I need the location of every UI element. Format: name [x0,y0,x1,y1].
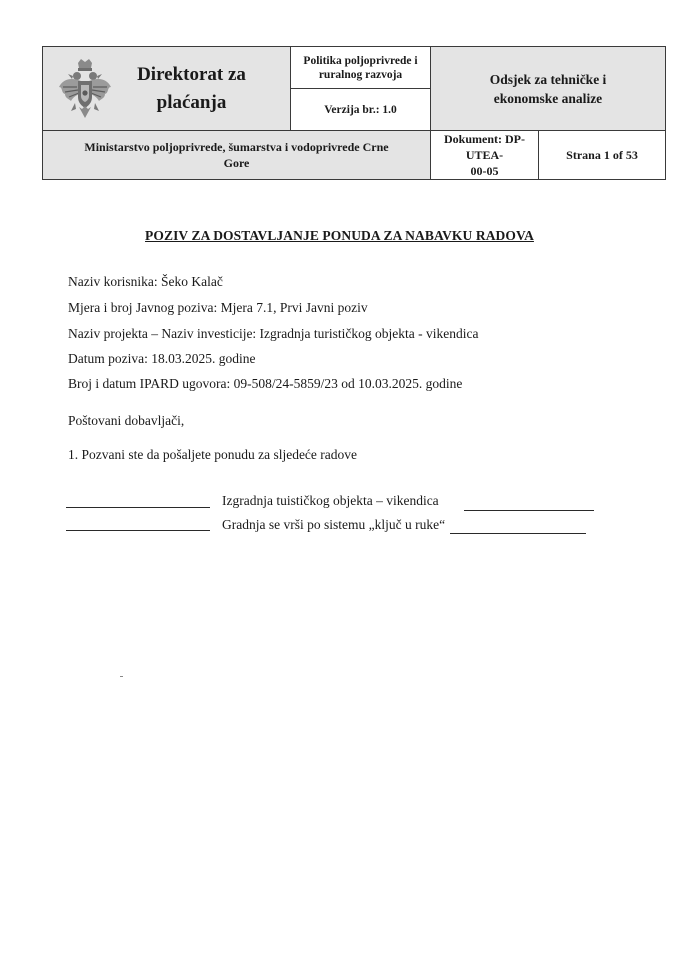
policy-line2: ruralnog razvoja [318,68,403,81]
directorate-name-line1: Direktorat za [137,63,246,85]
blank-line-left-1 [66,507,210,508]
scan-speck [120,676,123,677]
field-project: Naziv projekta – Naziv investicije: Izgradnja turističkog objekta - vikendica [68,326,479,341]
directorate-cell [43,47,291,131]
ministry-cell [43,131,431,180]
invitation-item-1: 1. Pozvani ste da pošaljete ponudu za sljedeće radove [68,447,358,462]
document-title: POZIV ZA DOSTAVLJANJE PONUDA ZA NABAVKU RADOVA [145,228,534,243]
ministry-line2: Gore [223,156,250,170]
directorate-name-line2: plaćanja [156,91,227,113]
department-line1: Odsjek za tehničke i [489,71,607,87]
field-contract: Broj i datum IPARD ugovora: 09-508/24-5859/23 od 10.03.2025. godine [68,376,463,391]
version-label: Verzija br.: 1.0 [324,103,397,116]
document-code-line2: 00-05 [470,164,499,178]
document-code-cell [431,131,539,180]
version-cell [291,89,431,131]
page-number-cell [539,131,666,180]
policy-cell [291,47,431,89]
ministry-line1: Ministarstvo poljoprivrede, šumarstva i vodoprivrede Crne [84,140,389,154]
directorate-name [113,61,290,117]
montenegro-coat-of-arms-icon [57,57,113,121]
document-code-line1: Dokument: DP-UTEA- [444,132,525,162]
field-date: Datum poziva: 18.03.2025. godine [68,351,256,366]
field-beneficiary: Naziv korisnika: Šeko Kalač [68,274,223,289]
greeting: Poštovani dobavljači, [68,413,185,428]
document-header-table [42,46,666,180]
field-measure: Mjera i broj Javnog poziva: Mjera 7.1, Prvi Javni poziv [68,300,368,315]
works-item-2: Gradnja se vrši po sistemu „ključ u ruke“ [222,517,446,532]
blank-line-right-2 [450,533,586,534]
policy-line1: Politika poljoprivrede i [303,54,418,67]
department-cell [431,47,666,131]
department-line2: ekonomske analize [493,90,603,106]
blank-line-right-1 [464,510,594,511]
page-number: Strana 1 of 53 [566,148,638,162]
works-item-1: Izgradnja tuističkog objekta – vikendica [222,493,439,508]
blank-line-left-2 [66,530,210,531]
